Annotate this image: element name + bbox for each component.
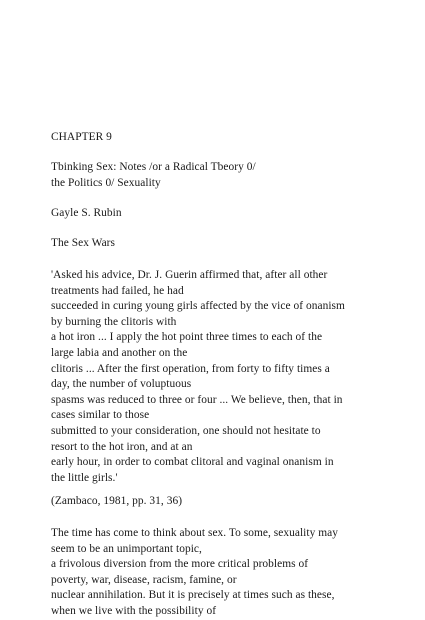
quote-citation-text: (Zambaco, 1981, pp. 31, 36): [51, 495, 183, 507]
body-line: nuclear annihilation. But it is precisely at times such as these,: [51, 589, 335, 602]
quote-line: resort to the hot iron, and at an: [51, 440, 193, 453]
quote-line: treatments had failed, he had: [51, 284, 184, 297]
quote-line: submitted to your consideration, one should not hesitate to: [51, 424, 321, 437]
quote-line: cases similar to those: [51, 409, 150, 422]
chapter-label: [51, 130, 385, 146]
chapter-label-text: CHAPTER 9: [51, 131, 112, 143]
body-line: when we live with the possibility of: [51, 604, 217, 617]
body-line: a frivolous diversion from the more critical problems of: [51, 558, 309, 571]
quote-line: day, the number of voluptuous: [51, 378, 192, 391]
quote-line: clitoris ... After the first operation, from forty to fifty times a: [51, 362, 330, 375]
quote-line: by burning the clitoris with: [51, 315, 177, 328]
quote-line: succeeded in curing young girls affected by the vice of onanism: [51, 300, 345, 313]
chapter-title: [51, 160, 385, 191]
quote-line: 'Asked his advice, Dr. J. Guerin affirmed that, after all other: [51, 269, 328, 281]
quote-citation: [51, 494, 385, 510]
author-name-text: Gayle S. Rubin: [51, 207, 122, 219]
section-heading-text: The Sex Wars: [51, 237, 116, 249]
body-line: The time has come to think about sex. To some, sexuality may: [51, 527, 339, 539]
title-line: Tbinking Sex: Notes /or a Radical Tbeory 0/: [51, 161, 256, 173]
quote-line: early hour, in order to combat clitoral and vaginal onanism in: [51, 456, 334, 469]
author-name: [51, 206, 385, 222]
epigraph-quote: [51, 268, 385, 486]
title-line: the Politics 0/ Sexuality: [51, 176, 161, 189]
quote-line: the little girls.': [51, 471, 118, 484]
quote-line: large labia and another on the: [51, 346, 188, 359]
section-heading: [51, 236, 385, 252]
body-line: poverty, war, disease, racism, famine, or: [51, 573, 237, 586]
quote-line: a hot iron ... I apply the hot point three times to each of the: [51, 331, 323, 344]
quote-line: spasms was reduced to three or four ... We believe, then, that in: [51, 393, 343, 406]
body-line: seem to be an unimportant topic,: [51, 542, 202, 555]
body-paragraph: [51, 526, 385, 620]
